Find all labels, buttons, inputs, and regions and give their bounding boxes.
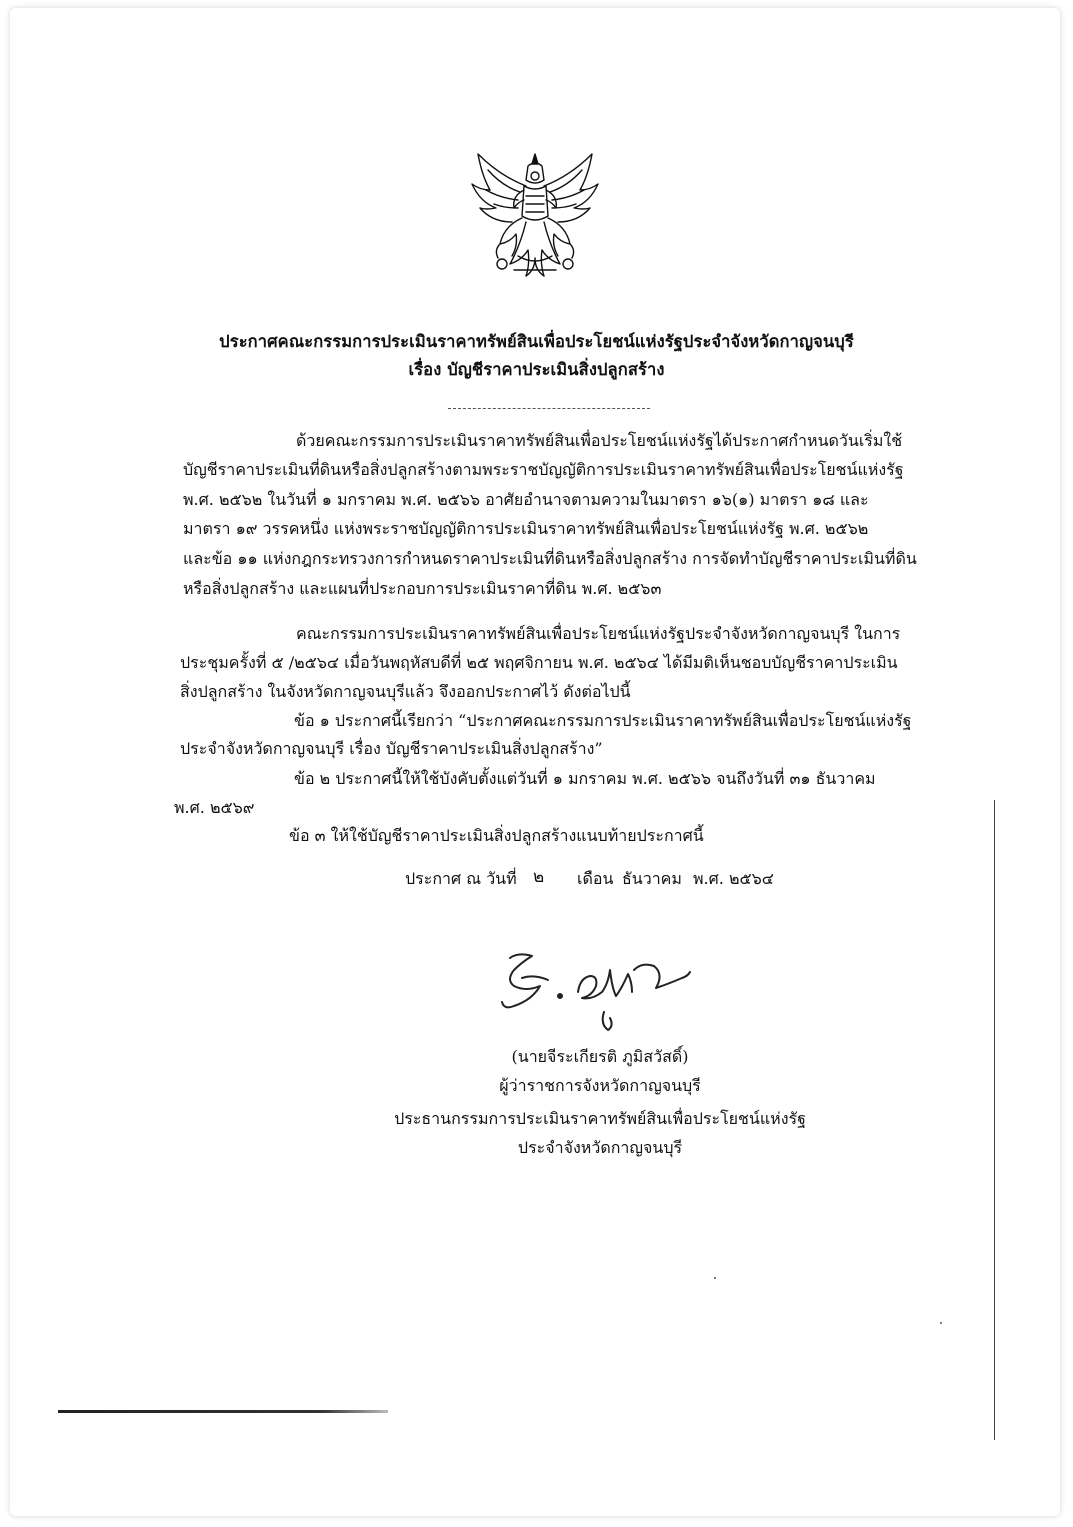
clause-3-line: ข้อ ๓ ให้ใช้บัญชีราคาประเมินสิ่งปลูกสร้างแนบท้ายประกาศนี้ [289, 826, 704, 845]
handwritten-signature-icon [492, 948, 702, 1038]
scan-speck [714, 1277, 716, 1279]
clause-2-line: ข้อ ๒ ประกาศนี้ให้ใช้บังคับตั้งแต่วันที่ ๑ มกราคม พ.ศ. ๒๕๖๖ จนถึงวันที่ ๓๑ ธันวาคม [294, 769, 876, 788]
paragraph-1-line: พ.ศ. ๒๕๖๒ ในวันที่ ๑ มกราคม พ.ศ. ๒๕๖๖ อาศัยอำนาจตามความในมาตรา ๑๖(๑) มาตรา ๑๘ และ [183, 490, 869, 509]
clause-2-line: พ.ศ. ๒๕๖๙ [174, 798, 255, 817]
paragraph-2-line: คณะกรรมการประเมินราคาทรัพย์สินเพื่อประโยชน์แห่งรัฐประจำจังหวัดกาญจนบุรี ในการ [296, 624, 901, 643]
dateline-prefix: ประกาศ ณ วันที่ [405, 869, 517, 888]
paragraph-1-line: บัญชีราคาประเมินที่ดินหรือสิ่งปลูกสร้างตามพระราชบัญญัติการประเมินราคาทรัพย์สินเพื่อประโยชน์แห่งรัฐ [183, 460, 904, 479]
scan-edge-line [994, 800, 995, 1440]
paragraph-1-line: และข้อ ๑๑ แห่งกฎกระทรวงการกำหนดราคาประเมินที่ดินหรือสิ่งปลูกสร้าง การจัดทำบัญชีราคาประเมินที่ดิน [183, 549, 917, 568]
garuda-emblem-icon [460, 146, 610, 296]
announcement-title: ประกาศคณะกรรมการประเมินราคาทรัพย์สินเพื่อประโยชน์แห่งรัฐประจำจังหวัดกาญจนบุรี [219, 332, 854, 351]
scan-speck [940, 1322, 942, 1324]
paragraph-1-line: หรือสิ่งปลูกสร้าง และแผนที่ประกอบการประเมินราคาที่ดิน พ.ศ. ๒๕๖๓ [183, 579, 662, 598]
clause-1-line: ประจำจังหวัดกาญจนบุรี เรื่อง บัญชีราคาประเมินสิ่งปลูกสร้าง” [180, 739, 603, 758]
scan-edge-line [58, 1410, 388, 1413]
dateline-month-label: เดือน [577, 869, 614, 888]
signatory-name: (นายจีระเกียรติ ภูมิสวัสดิ์) [511, 1047, 689, 1066]
paragraph-2-line: ประชุมครั้งที่ ๕ /๒๕๖๔ เมื่อวันพฤหัสบดีที่ ๒๕ พฤศจิกายน พ.ศ. ๒๕๖๔ ได้มีมติเห็นชอบบัญชีราคาประเมิน [180, 653, 898, 672]
announcement-subject: เรื่อง บัญชีราคาประเมินสิ่งปลูกสร้าง [408, 360, 665, 379]
dateline-month: ธันวาคม [622, 869, 682, 888]
dateline-year: พ.ศ. ๒๕๖๔ [693, 869, 774, 888]
paragraph-2-line: สิ่งปลูกสร้าง ในจังหวัดกาญจนบุรีแล้ว จึงออกประกาศไว้ ดังต่อไปนี้ [180, 682, 631, 701]
paragraph-1-line: มาตรา ๑๙ วรรคหนึ่ง แห่งพระราชบัญญัติการประเมินราคาทรัพย์สินเพื่อประโยชน์แห่งรัฐ พ.ศ. ๒๕๖๒ [183, 519, 869, 538]
signatory-position: ผู้ว่าราชการจังหวัดกาญจนบุรี [499, 1076, 701, 1095]
clause-1-line: ข้อ ๑ ประกาศนี้เรียกว่า “ประกาศคณะกรรมการประเมินราคาทรัพย์สินเพื่อประโยชน์แห่งรัฐ [294, 711, 912, 730]
signatory-position: ประจำจังหวัดกาญจนบุรี [517, 1138, 683, 1157]
title-divider [448, 408, 650, 409]
signatory-position: ประธานกรรมการประเมินราคาทรัพย์สินเพื่อประโยชน์แห่งรัฐ [394, 1109, 806, 1128]
dateline-day: ๒ [533, 867, 545, 887]
paragraph-1-line: ด้วยคณะกรรมการประเมินราคาทรัพย์สินเพื่อประโยชน์แห่งรัฐได้ประกาศกำหนดวันเริ่มใช้ [296, 431, 903, 450]
